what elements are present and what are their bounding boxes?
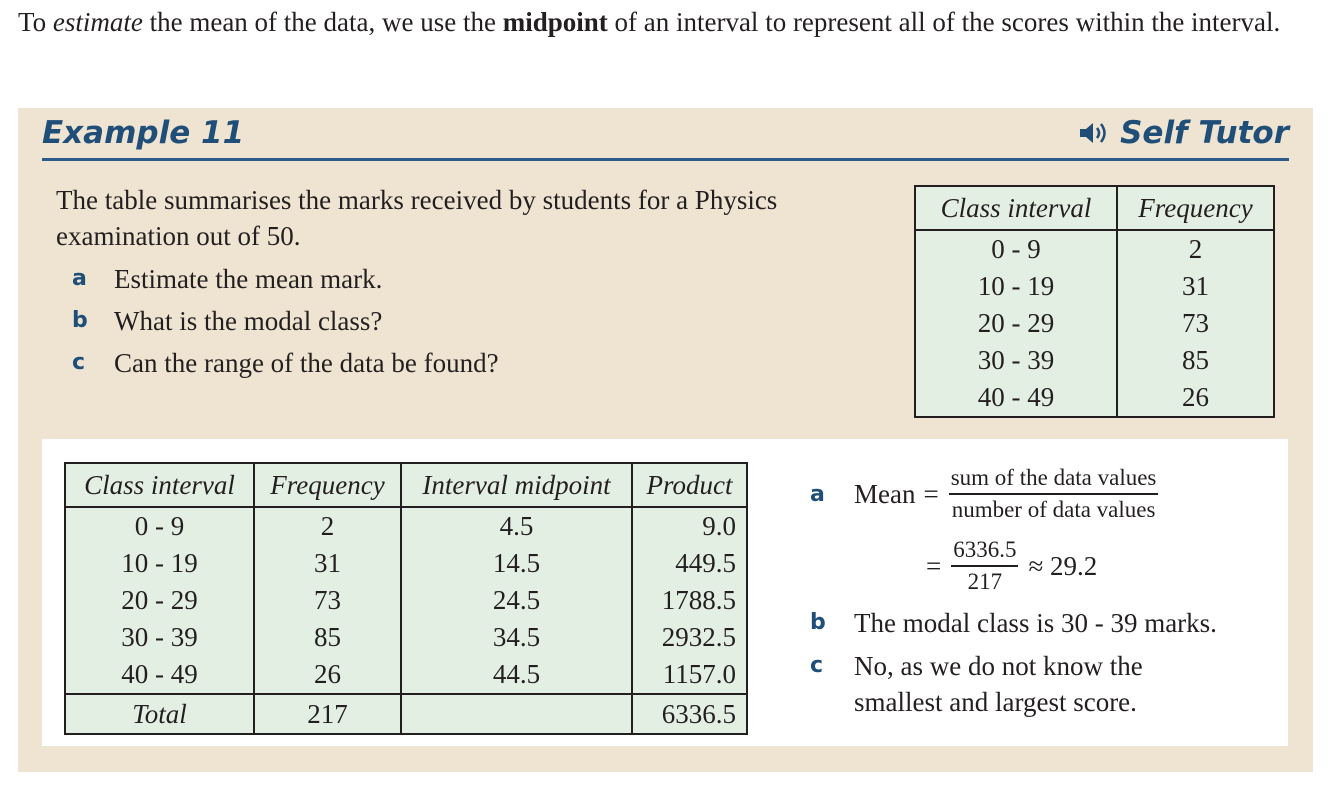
table-cell: 217 — [254, 694, 401, 734]
table-cell: 2 — [1117, 230, 1274, 268]
part-letter: c — [72, 350, 86, 375]
example-title: Example 11 — [42, 115, 245, 151]
table-row — [65, 656, 747, 694]
table-cell: 1157.0 — [632, 656, 747, 694]
table-cell: 31 — [1117, 268, 1274, 305]
solution-part-c — [810, 648, 1143, 720]
table-cell: 34.5 — [401, 619, 632, 656]
table-row — [915, 305, 1274, 342]
table-cell: 26 — [1117, 379, 1274, 417]
table-cell: 30 - 39 — [65, 619, 254, 656]
self-tutor-button[interactable] — [1078, 110, 1289, 156]
equals-sign: = — [923, 478, 939, 509]
title-divider — [42, 158, 1289, 161]
part-letter: b — [810, 610, 826, 635]
table-row — [915, 342, 1274, 379]
table-total-row — [65, 694, 747, 734]
table-row — [65, 545, 747, 582]
table-cell: 20 - 29 — [65, 582, 254, 619]
table-cell: 4.5 — [401, 507, 632, 545]
answer-box — [42, 439, 1288, 746]
fraction-denominator: 217 — [967, 569, 1003, 594]
table-cell: 73 — [1117, 305, 1274, 342]
table-cell: 20 - 29 — [915, 305, 1117, 342]
solution-table — [64, 462, 748, 735]
table-cell: 0 - 9 — [915, 230, 1117, 268]
mean-label: Mean — [854, 478, 916, 509]
table-row — [65, 582, 747, 619]
table-cell: 6336.5 — [632, 694, 747, 734]
table-cell: 2 — [254, 507, 401, 545]
table-cell: 24.5 — [401, 582, 632, 619]
part-letter: a — [72, 266, 87, 291]
table-cell: 85 — [254, 619, 401, 656]
table-header: Product — [632, 463, 747, 507]
part-letter: b — [72, 308, 88, 333]
table-header: Frequency — [254, 463, 401, 507]
fraction-denominator: number of data values — [951, 497, 1156, 522]
solution-text — [854, 648, 1143, 720]
fraction-numerator: 6336.5 — [953, 537, 1017, 562]
table-cell: 449.5 — [632, 545, 747, 582]
intro-paragraph — [18, 4, 1318, 41]
mean-value-fraction — [951, 535, 1018, 597]
part-text: Estimate the mean mark. — [114, 264, 383, 294]
table-row — [65, 507, 747, 545]
part-text: What is the modal class? — [114, 306, 383, 336]
table-header: Interval midpoint — [401, 463, 632, 507]
table-cell: 14.5 — [401, 545, 632, 582]
table-cell: 30 - 39 — [915, 342, 1117, 379]
table-cell: 85 — [1117, 342, 1274, 379]
table-row — [65, 619, 747, 656]
intro-emphasis: estimate — [52, 7, 143, 37]
table-row — [915, 379, 1274, 417]
fraction-numerator: sum of the data values — [950, 465, 1157, 490]
solution-part-a — [810, 463, 1158, 525]
table-cell: Total — [65, 694, 254, 734]
solution-text: The modal class is 30 - 39 marks. — [854, 608, 1217, 638]
speaker-icon — [1078, 120, 1112, 146]
intro-text: of an interval to represent all of the scores within the interval. — [607, 7, 1281, 37]
question-parts — [56, 258, 499, 384]
table-header: Class interval — [915, 186, 1117, 230]
equals-sign: = — [926, 550, 942, 581]
table-header-row — [65, 463, 747, 507]
intro-text: To — [18, 7, 53, 37]
table-cell: 31 — [254, 545, 401, 582]
part-letter: c — [810, 653, 824, 678]
table-cell: 40 - 49 — [65, 656, 254, 694]
table-header-row — [915, 186, 1274, 230]
self-tutor-label: Self Tutor — [1120, 115, 1289, 151]
question-part-b — [56, 300, 499, 342]
mean-formula-fraction — [949, 463, 1159, 525]
table-header: Class interval — [65, 463, 254, 507]
table-row — [915, 230, 1274, 268]
approx-result: ≈ 29.2 — [1028, 550, 1098, 581]
table-cell: 0 - 9 — [65, 507, 254, 545]
table-cell: 44.5 — [401, 656, 632, 694]
question-part-c — [56, 342, 499, 384]
part-letter: a — [810, 481, 825, 507]
solution-part-a-result — [926, 535, 1097, 597]
intro-bold: midpoint — [502, 7, 608, 37]
table-cell: 73 — [254, 582, 401, 619]
solution-line: smallest and largest score. — [854, 687, 1137, 717]
intro-text: the mean of the data, we use the — [142, 7, 503, 37]
part-text: Can the range of the data be found? — [114, 348, 499, 378]
table-row — [915, 268, 1274, 305]
table-cell: 2932.5 — [632, 619, 747, 656]
table-cell: 9.0 — [632, 507, 747, 545]
example-box — [18, 108, 1313, 772]
question-part-a — [56, 258, 499, 300]
table-cell: 10 - 19 — [915, 268, 1117, 305]
table-cell: 10 - 19 — [65, 545, 254, 582]
question-text: The table summarises the marks received by students for a Physics examination out of 50. — [56, 185, 778, 251]
table-cell: 40 - 49 — [915, 379, 1117, 417]
table-header: Frequency — [1117, 186, 1274, 230]
table-cell: 1788.5 — [632, 582, 747, 619]
table-cell — [401, 694, 632, 734]
frequency-table — [914, 185, 1275, 418]
solution-part-b — [810, 605, 1217, 641]
solution-line: No, as we do not know the — [854, 651, 1143, 681]
table-cell: 26 — [254, 656, 401, 694]
